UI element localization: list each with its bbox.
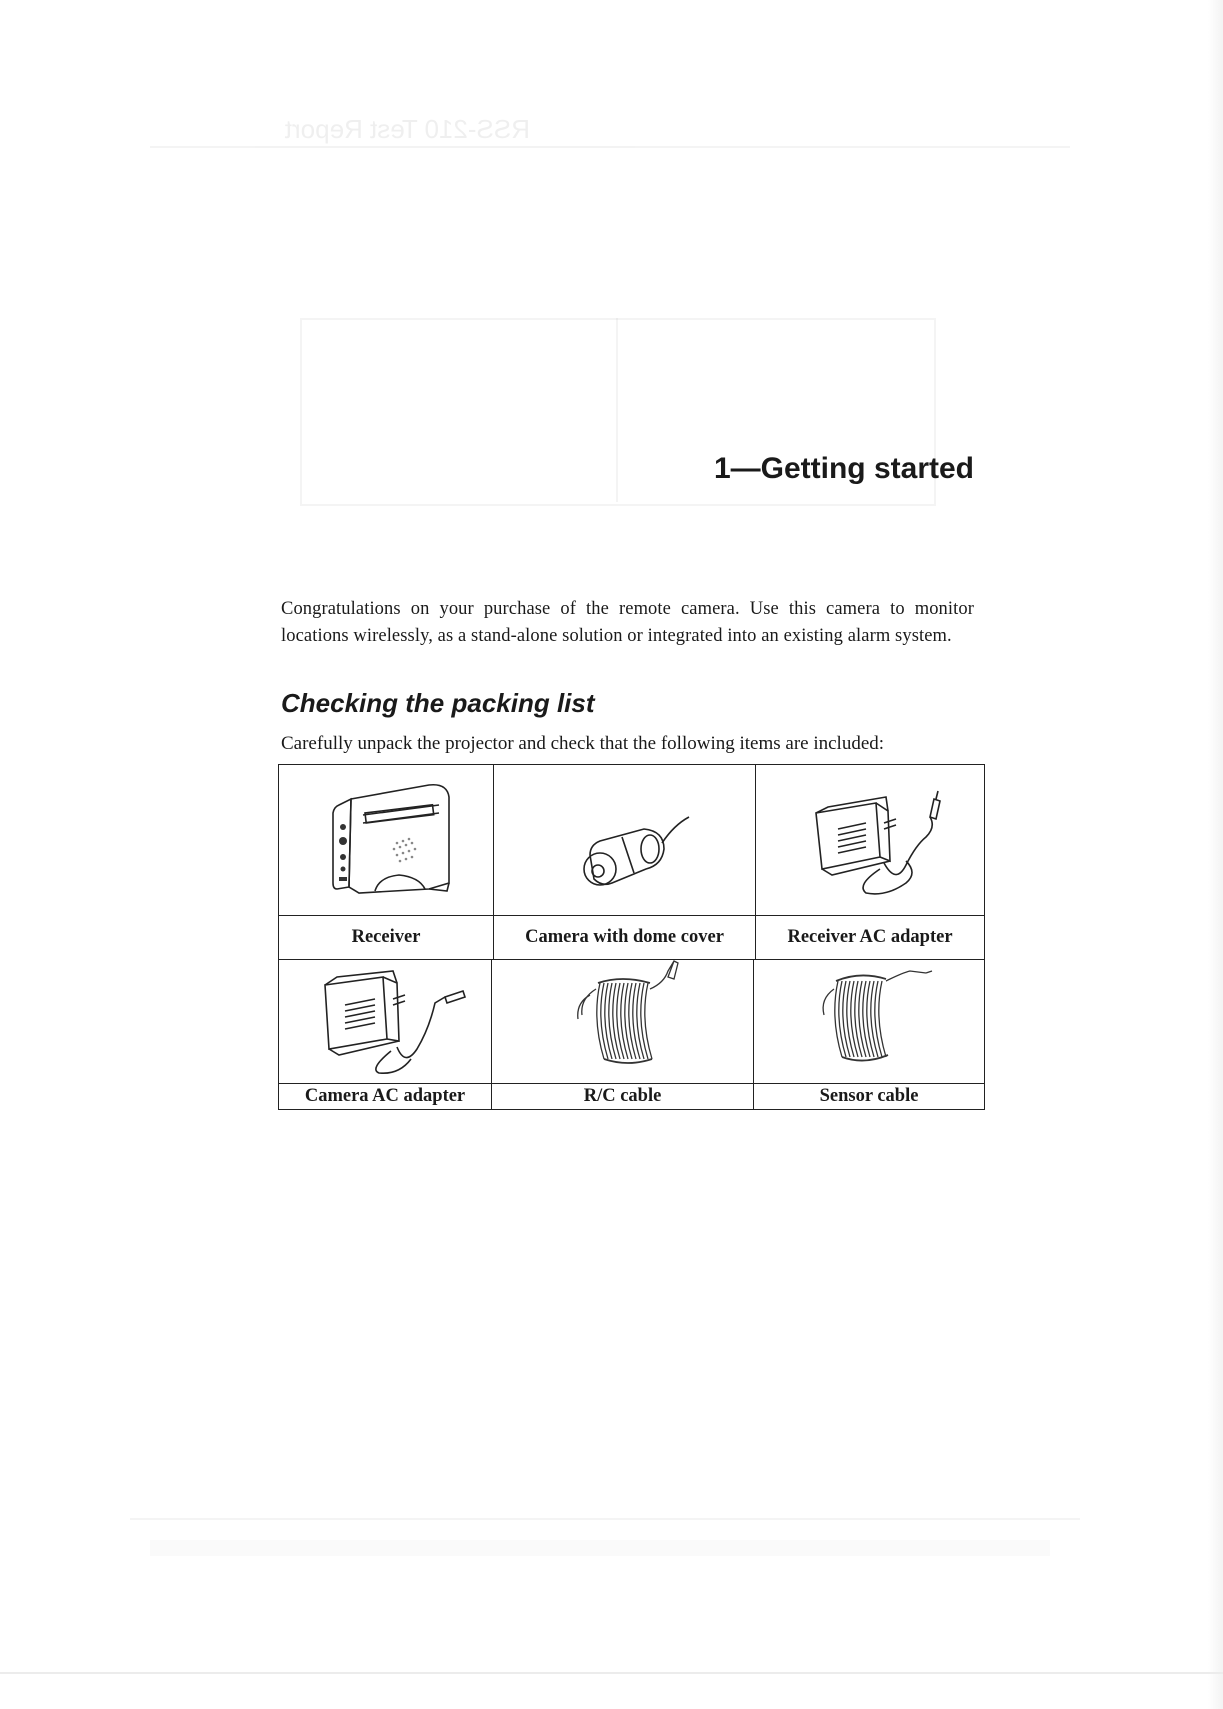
ac-adapter-icon <box>279 959 491 1083</box>
cable-coil-icon <box>754 959 984 1083</box>
item-label: Camera with dome cover <box>494 915 755 959</box>
intro-paragraph: Congratulations on your purchase of the remote camera. Use this camera to monitor locations wirelessly, as a stand-alone solution or integrated into an existing alarm system. <box>281 599 974 646</box>
bleed-through-header: RSS-210 Test Report <box>150 112 1070 148</box>
receiver-icon <box>279 765 493 915</box>
bleed-through-footer-text <box>150 1540 1050 1556</box>
scan-edge-right <box>1208 0 1223 1709</box>
item-label: Sensor cable <box>754 1083 984 1109</box>
scan-edge-bottom <box>0 1672 1223 1674</box>
item-label: R/C cable <box>492 1083 753 1109</box>
packing-list-table <box>278 764 985 1110</box>
packing-item-camera <box>494 765 756 959</box>
section-title: Checking the packing list <box>281 688 595 718</box>
section-lead: Carefully unpack the projector and check that the following items are included: <box>281 733 885 754</box>
cable-coil-icon <box>492 959 753 1083</box>
packing-item-camera-ac-adapter <box>279 959 492 1109</box>
bleed-through-footer <box>130 1518 1080 1560</box>
packing-item-receiver-ac-adapter <box>756 765 984 959</box>
packing-item-rc-cable <box>492 959 754 1109</box>
item-label: Receiver <box>279 915 493 959</box>
packing-item-receiver <box>279 765 494 959</box>
camera-icon <box>494 765 755 915</box>
item-label: Receiver AC adapter <box>756 915 984 959</box>
ac-adapter-icon <box>756 765 984 915</box>
item-label: Camera AC adapter <box>279 1083 491 1109</box>
packing-row <box>279 959 984 1109</box>
chapter-title: 1—Getting started <box>713 452 974 485</box>
packing-row <box>279 765 984 960</box>
packing-item-sensor-cable <box>754 959 984 1109</box>
